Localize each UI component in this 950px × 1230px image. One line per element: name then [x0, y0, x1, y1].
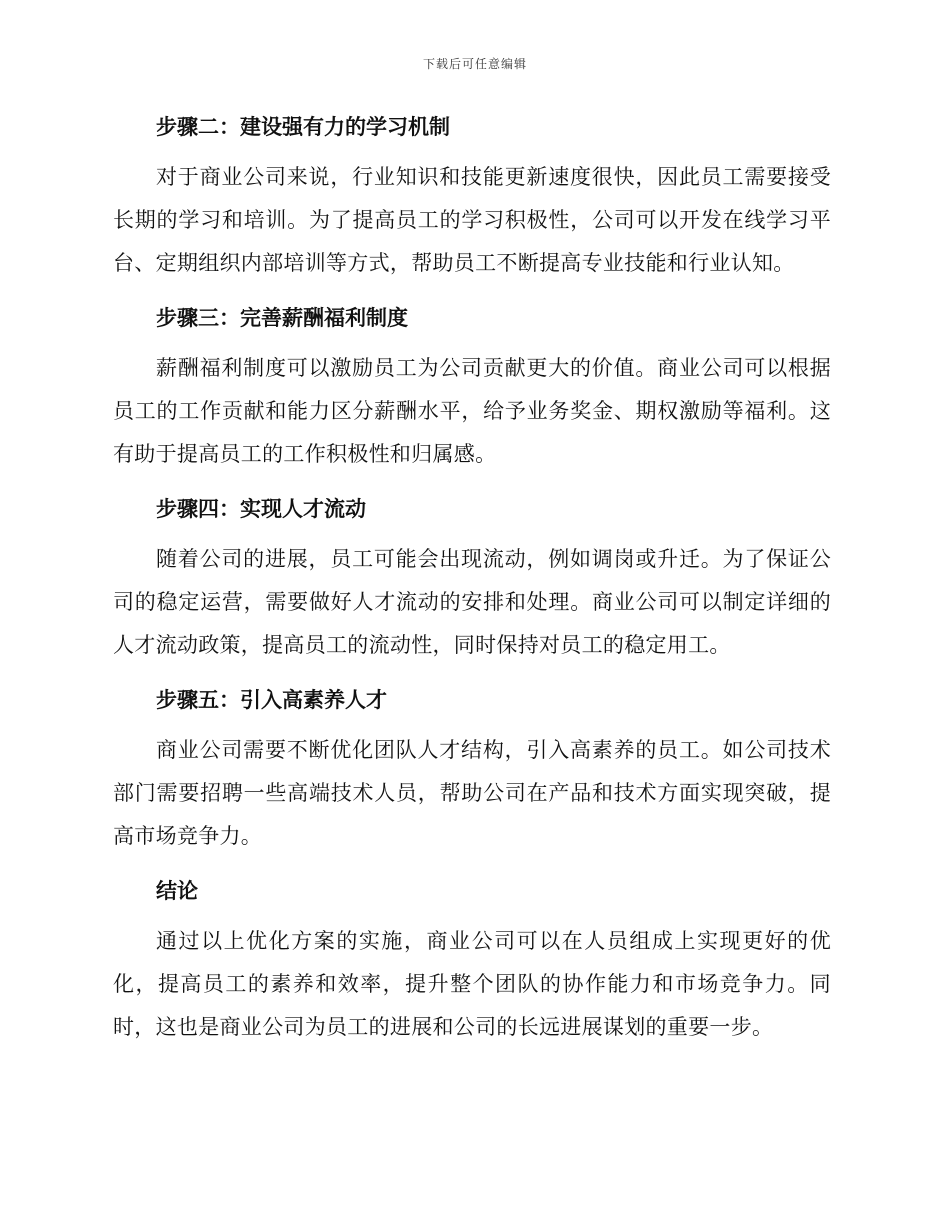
section-paragraph: 薪酬福利制度可以激励员工为公司贡献更大的价值。商业公司可以根据员工的工作贡献和能力区分薪酬水平，给予业务奖金、期权激励等福利。这有助于提高员工的工作积极性和归属感。: [113, 356, 831, 466]
section-step-3: [113, 299, 831, 476]
section-step-5: [113, 681, 831, 858]
section-paragraph: 商业公司需要不断优化团队人才结构，引入高素养的员工。如公司技术部门需要招聘一些高端技术人员，帮助公司在产品和技术方面实现突破，提高市场竞争力。: [113, 738, 831, 848]
section-heading: 步骤五：引入高素养人才: [156, 688, 387, 712]
section-heading: 步骤四：实现人才流动: [156, 497, 366, 521]
section-heading: 步骤三：完善薪酬福利制度: [156, 306, 408, 330]
page-header-note: 下载后可任意编辑: [422, 57, 527, 71]
section-heading: 步骤二：建设强有力的学习机制: [156, 115, 450, 139]
section-paragraph: 随着公司的进展，员工可能会出现流动，例如调岗或升迁。为了保证公司的稳定运营，需要做好人才流动的安排和处理。商业公司可以制定详细的人才流动政策，提高员工的流动性，同时保持对员工的稳定用工。: [113, 547, 831, 657]
section-conclusion: [113, 872, 831, 1049]
section-paragraph: 对于商业公司来说，行业知识和技能更新速度很快，因此员工需要接受长期的学习和培训。为了提高员工的学习积极性，公司可以开发在线学习平台、定期组织内部培训等方式，帮助员工不断提高专业技能和行业认知。: [113, 165, 831, 275]
section-step-2: [113, 108, 831, 285]
section-paragraph: 通过以上优化方案的实施，商业公司可以在人员组成上实现更好的优化，提高员工的素养和效率，提升整个团队的协作能力和市场竞争力。同时，这也是商业公司为员工的进展和公司的长远进展谋划的重要一步。: [113, 929, 831, 1039]
document-body: [113, 108, 831, 1063]
section-step-4: [113, 490, 831, 667]
section-heading: 结论: [156, 879, 198, 903]
